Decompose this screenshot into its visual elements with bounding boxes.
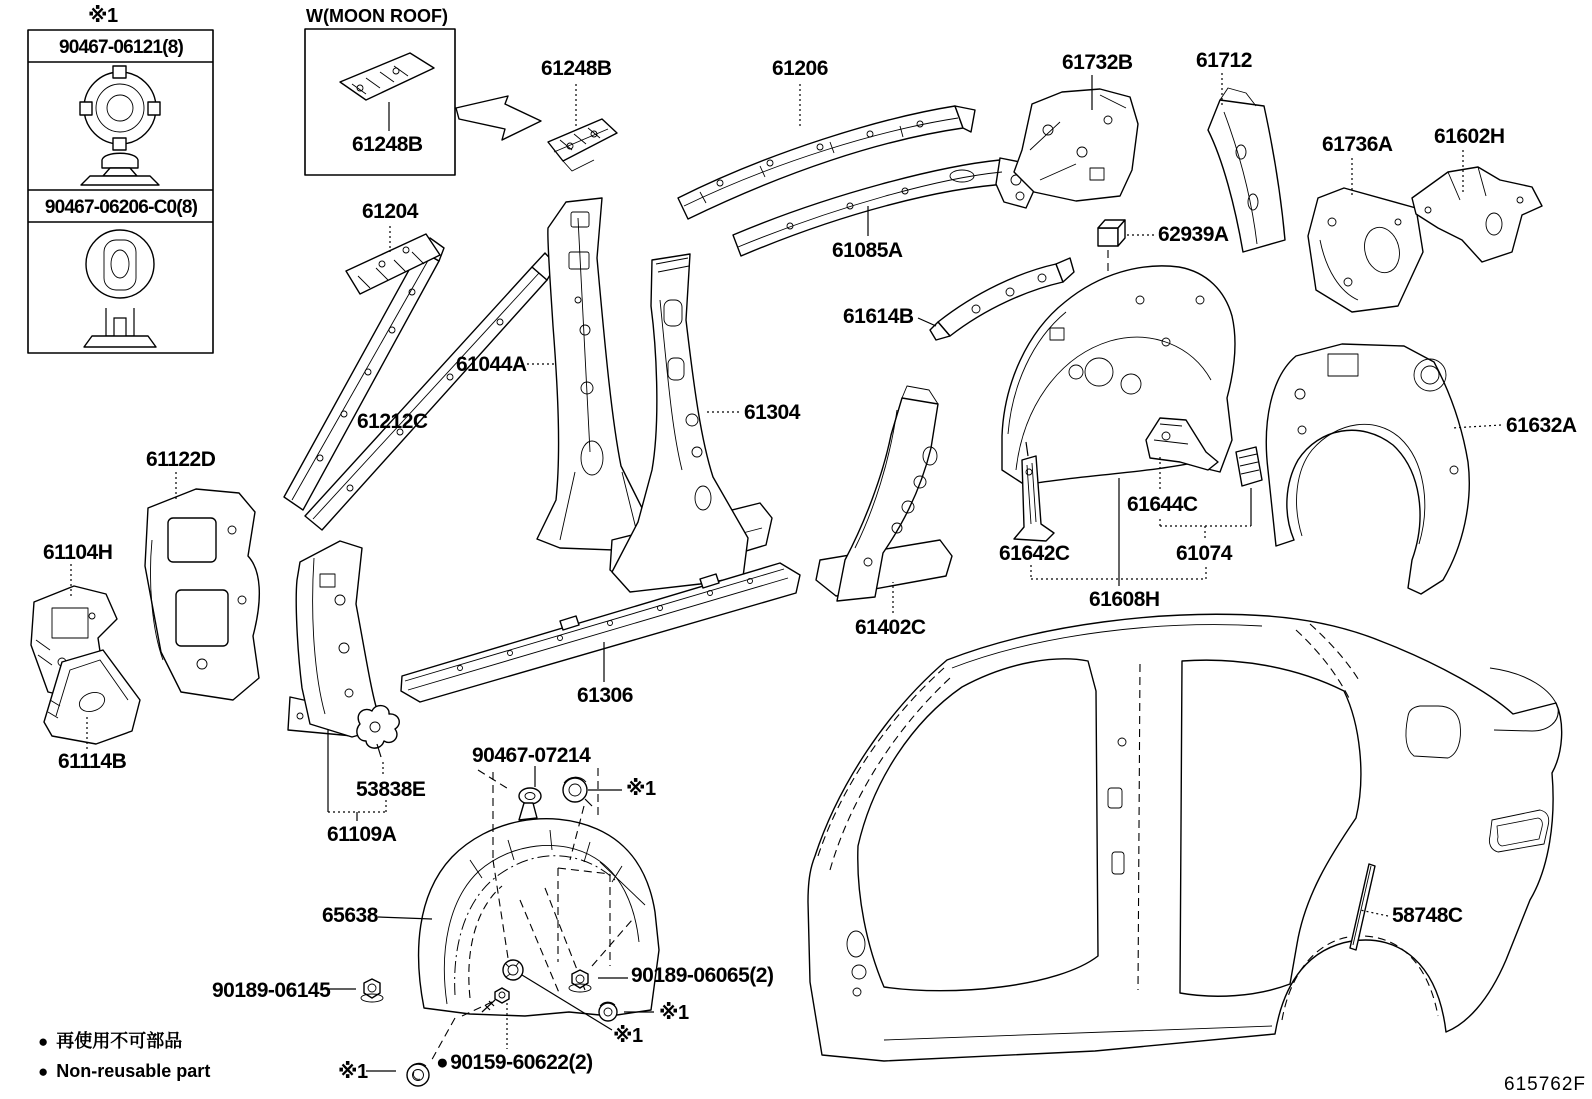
label-62939a: 62939A (1158, 223, 1229, 246)
label-61712: 61712 (1196, 49, 1252, 72)
label-61608h: 61608H (1089, 588, 1160, 611)
plate-61074 (1236, 447, 1262, 486)
label-note1-d: ※1 (338, 1061, 368, 1083)
label-61109a: 61109A (327, 823, 397, 846)
label-61104h: 61104H (43, 541, 113, 564)
label-61206: 61206 (772, 57, 828, 80)
label-58748c: 58748C (1392, 904, 1463, 927)
grommet-e (407, 1063, 429, 1086)
legend-en: ● Non-reusable part (38, 1061, 211, 1081)
ref-note: ※1 (88, 5, 118, 27)
pillar-61402c (816, 386, 952, 613)
legend-jp: ● 再使用不可部品 (38, 1031, 183, 1051)
label-61212c: 61212C (357, 410, 428, 433)
roof-side-rail-61206 (678, 84, 975, 219)
label-90189-06065: 90189-06065(2) (631, 964, 774, 987)
label-note1-c: ※1 (613, 1025, 643, 1047)
gusset-61736a (1308, 158, 1423, 312)
label-61602h: 61602H (1434, 125, 1505, 148)
ref-part-number-2: 90467-06206-C0(8) (44, 197, 198, 218)
label-61122d: 61122D (146, 448, 216, 471)
body-side-uniside (808, 614, 1562, 1061)
label-61085a: 61085A (832, 239, 903, 262)
legend-bullet-icon: ● (38, 1062, 49, 1081)
label-61248b: 61248B (541, 57, 612, 80)
clip-90467-06206-icon (84, 230, 156, 347)
label-61304: 61304 (744, 401, 800, 424)
bolt-90189-06145 (361, 979, 383, 1002)
label-53838e: 53838E (356, 778, 426, 801)
grommet-pin-b (563, 777, 592, 806)
label-61736a: 61736A (1322, 133, 1393, 156)
label-61642c: 61642C (999, 542, 1070, 565)
label-65638: 65638 (322, 904, 378, 927)
label-61632a: 61632A (1506, 414, 1577, 437)
arrow-icon (456, 96, 541, 140)
diagram-code: 615762F (1504, 1074, 1587, 1095)
label-61248b-inbox: 61248B (352, 133, 423, 156)
bracket-61602h (1412, 150, 1542, 262)
clip-53838e (357, 706, 399, 757)
ref-part-number-1: 90467-06121(8) (58, 37, 184, 58)
clip-90467-06121-icon (80, 66, 160, 185)
quarter-upper-61732b (1014, 75, 1138, 201)
roof-reinforcement-61248b (548, 84, 617, 171)
label-61732b: 61732B (1062, 51, 1133, 74)
label-61644c: 61644C (1127, 493, 1198, 516)
label-61114b: 61114B (58, 750, 127, 773)
grommet-center (503, 960, 523, 980)
wheelhouse-outer-61632a (1266, 344, 1501, 594)
label-90159-60622: ●90159-60622(2) (436, 1051, 593, 1074)
label-note1-b: ※1 (659, 1002, 689, 1024)
moonroof-reinforcement (340, 53, 434, 131)
label-note1-a: ※1 (626, 778, 656, 800)
label-61306: 61306 (577, 684, 633, 707)
bpillar-inner-61044a (527, 198, 654, 551)
legend-bullet-icon: ● (38, 1032, 49, 1051)
fender-liner-65638 (419, 819, 659, 1016)
label-61074: 61074 (1176, 542, 1232, 565)
label-90467-07214: 90467-07214 (472, 744, 591, 767)
label-61204: 61204 (362, 200, 418, 223)
grommet-pin-a (519, 788, 541, 820)
moon-roof-title: W(MOON ROOF) (306, 6, 448, 26)
label-61402c: 61402C (855, 616, 926, 639)
label-61614b: 61614B (843, 305, 914, 328)
cowl-side-61122d (145, 472, 259, 700)
label-90189-06145: 90189-06145 (212, 979, 331, 1002)
label-61044a: 61044A (456, 353, 527, 376)
rocker-61306 (401, 563, 800, 702)
grommet-c (599, 1002, 617, 1021)
non-reusable-bullet-icon: ● (436, 1051, 449, 1074)
